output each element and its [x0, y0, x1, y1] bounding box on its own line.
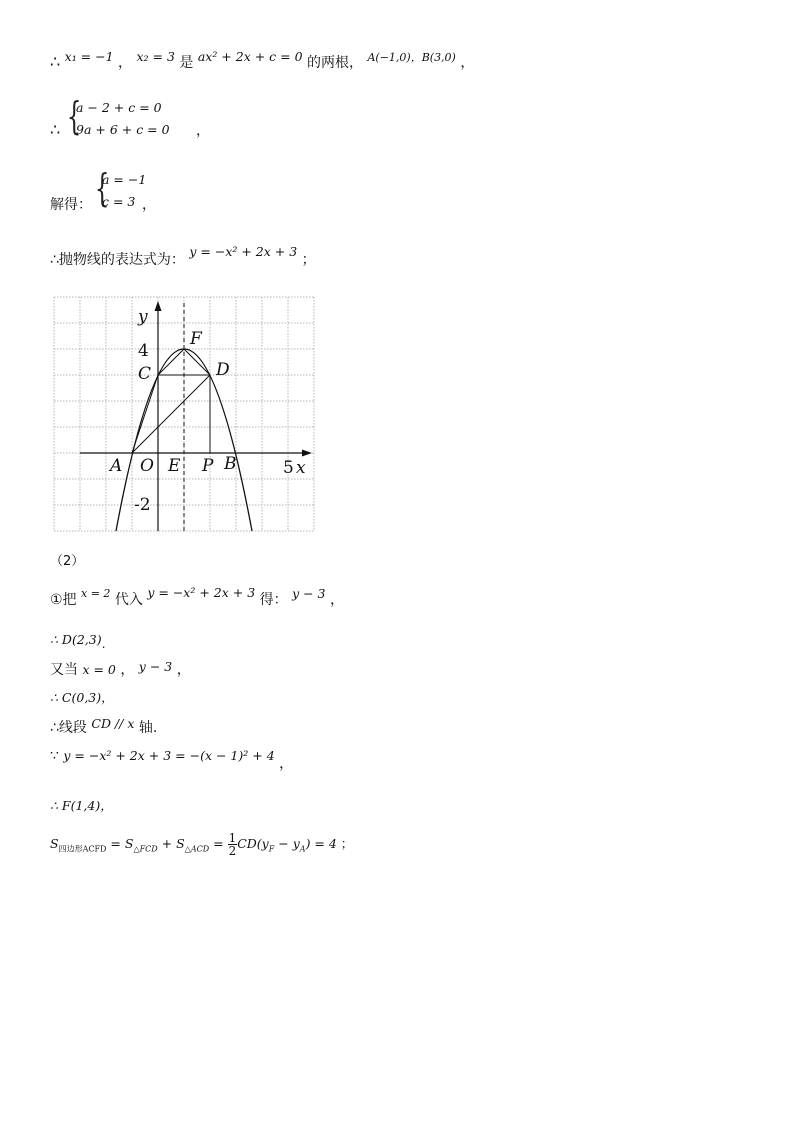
line-end: ， [460, 55, 475, 71]
label-four: 4 [138, 341, 149, 361]
segment-text: ∴线段 [50, 720, 87, 736]
area-sub-fcd: △FCD [133, 844, 158, 854]
label-d: D [216, 360, 230, 380]
y-value: y − 3 [292, 586, 326, 601]
solve-label: 解得： [50, 197, 92, 213]
separator: ， [120, 662, 135, 678]
fraction-denominator: 2 [228, 844, 237, 858]
line-substitute [50, 585, 344, 609]
point-d: ∴ D(2,3) [50, 632, 102, 647]
area-close: ) = 4 [305, 836, 337, 851]
axis-text: 轴. [138, 720, 158, 736]
area-sub-acd: △ACD [184, 844, 210, 854]
system-equations [50, 94, 250, 142]
y-value: y − 3 [138, 659, 173, 674]
label-neg2: -2 [134, 495, 151, 515]
area-sub-quad: 四边形ACFD [58, 844, 107, 854]
label-five: 5 [283, 458, 294, 478]
line-end: ， [329, 592, 344, 608]
label-p: P [202, 456, 214, 476]
label-o: O [140, 456, 154, 476]
left-brace: { [66, 94, 82, 138]
points-ab: A(−1,0)，B(3,0) [367, 51, 456, 64]
point-f: ∴ F(1,4) [50, 798, 101, 813]
area-s: S [50, 836, 59, 851]
label-b: B [224, 454, 237, 474]
equation-row-1: a − 2 + c = 0 [76, 100, 162, 115]
line-vertex-form [50, 748, 294, 772]
x-axis-arrow [302, 450, 312, 457]
line-end: ； [301, 252, 316, 268]
line-end: ， [100, 798, 113, 813]
sub-a: A [299, 844, 306, 854]
line-end: . [101, 636, 106, 651]
therefore-symbol: ∴ [50, 52, 61, 71]
fraction-numerator: 1 [228, 831, 237, 845]
line-point-d [50, 632, 106, 651]
parabola-equation: y = −x² + 2x + 3 [147, 585, 256, 600]
line-cd-parallel [50, 716, 158, 737]
line-when-x-zero [50, 659, 191, 679]
label-y: y [138, 307, 148, 327]
solution-system [50, 166, 250, 214]
when-text: 又当 [50, 662, 78, 678]
cd-parallel-x: CD // x [91, 716, 135, 731]
part-two-label [50, 554, 84, 570]
x-equals-0: x = 0 [82, 662, 116, 677]
expression-label: ∴抛物线的表达式为： [50, 252, 185, 268]
sub-f: F [268, 844, 275, 854]
line-point-c [50, 690, 114, 705]
area-minus: − y [274, 836, 300, 851]
quadratic-equation: ax² + 2x + c = 0 [197, 49, 303, 64]
equation-row-2: 9a + 6 + c = 0 [76, 122, 170, 137]
because-symbol: ∵ [50, 748, 59, 764]
root-x1: x₁ = −1 [64, 49, 114, 64]
therefore-symbol: ∴ [50, 120, 61, 139]
obtain-text: 得： [259, 592, 288, 608]
solution-c: c = 3 [102, 194, 136, 209]
substitute-pre: ①把 [50, 592, 77, 608]
label-f: F [190, 329, 202, 349]
label-c: C [138, 364, 152, 384]
line-point-f [50, 798, 113, 813]
label-x: x [296, 458, 306, 478]
solution-a: a = −1 [102, 172, 147, 187]
left-brace: { [94, 166, 110, 210]
parabola-equation: y = −x² + 2x + 3 [189, 244, 298, 259]
line-end: ， [279, 756, 294, 772]
label-e: E [168, 456, 181, 476]
line-expression [50, 244, 316, 269]
point-c: ∴ C(0,3) [50, 690, 102, 705]
area-eq1: = S [106, 836, 134, 851]
area-eq3: = [209, 836, 228, 851]
line-end: ， [176, 662, 191, 678]
line-end: ， [101, 690, 114, 705]
line-end: ， [142, 197, 156, 213]
fraction-half [228, 832, 238, 857]
y-axis-arrow [155, 301, 162, 311]
area-eq2: + S [157, 836, 185, 851]
part-two-text: （2） [50, 554, 85, 569]
shi-text: 是 [179, 55, 194, 71]
line-end: ； [340, 836, 354, 851]
label-a: A [110, 456, 123, 476]
vertex-form-equation: y = −x² + 2x + 3 = −(x − 1)² + 4 [63, 748, 275, 763]
root-x2: x₂ = 3 [136, 49, 175, 64]
area-rest: CD(y [237, 836, 269, 851]
substitute-mid: 代入 [114, 592, 143, 608]
roots-text: 的两根， [307, 55, 363, 71]
separator: ， [118, 55, 133, 71]
line-end: ， [196, 123, 210, 139]
line-area [50, 832, 353, 857]
x-equals-2: x = 2 [81, 587, 111, 600]
parabola-graph [50, 295, 320, 535]
line-roots [50, 49, 475, 72]
